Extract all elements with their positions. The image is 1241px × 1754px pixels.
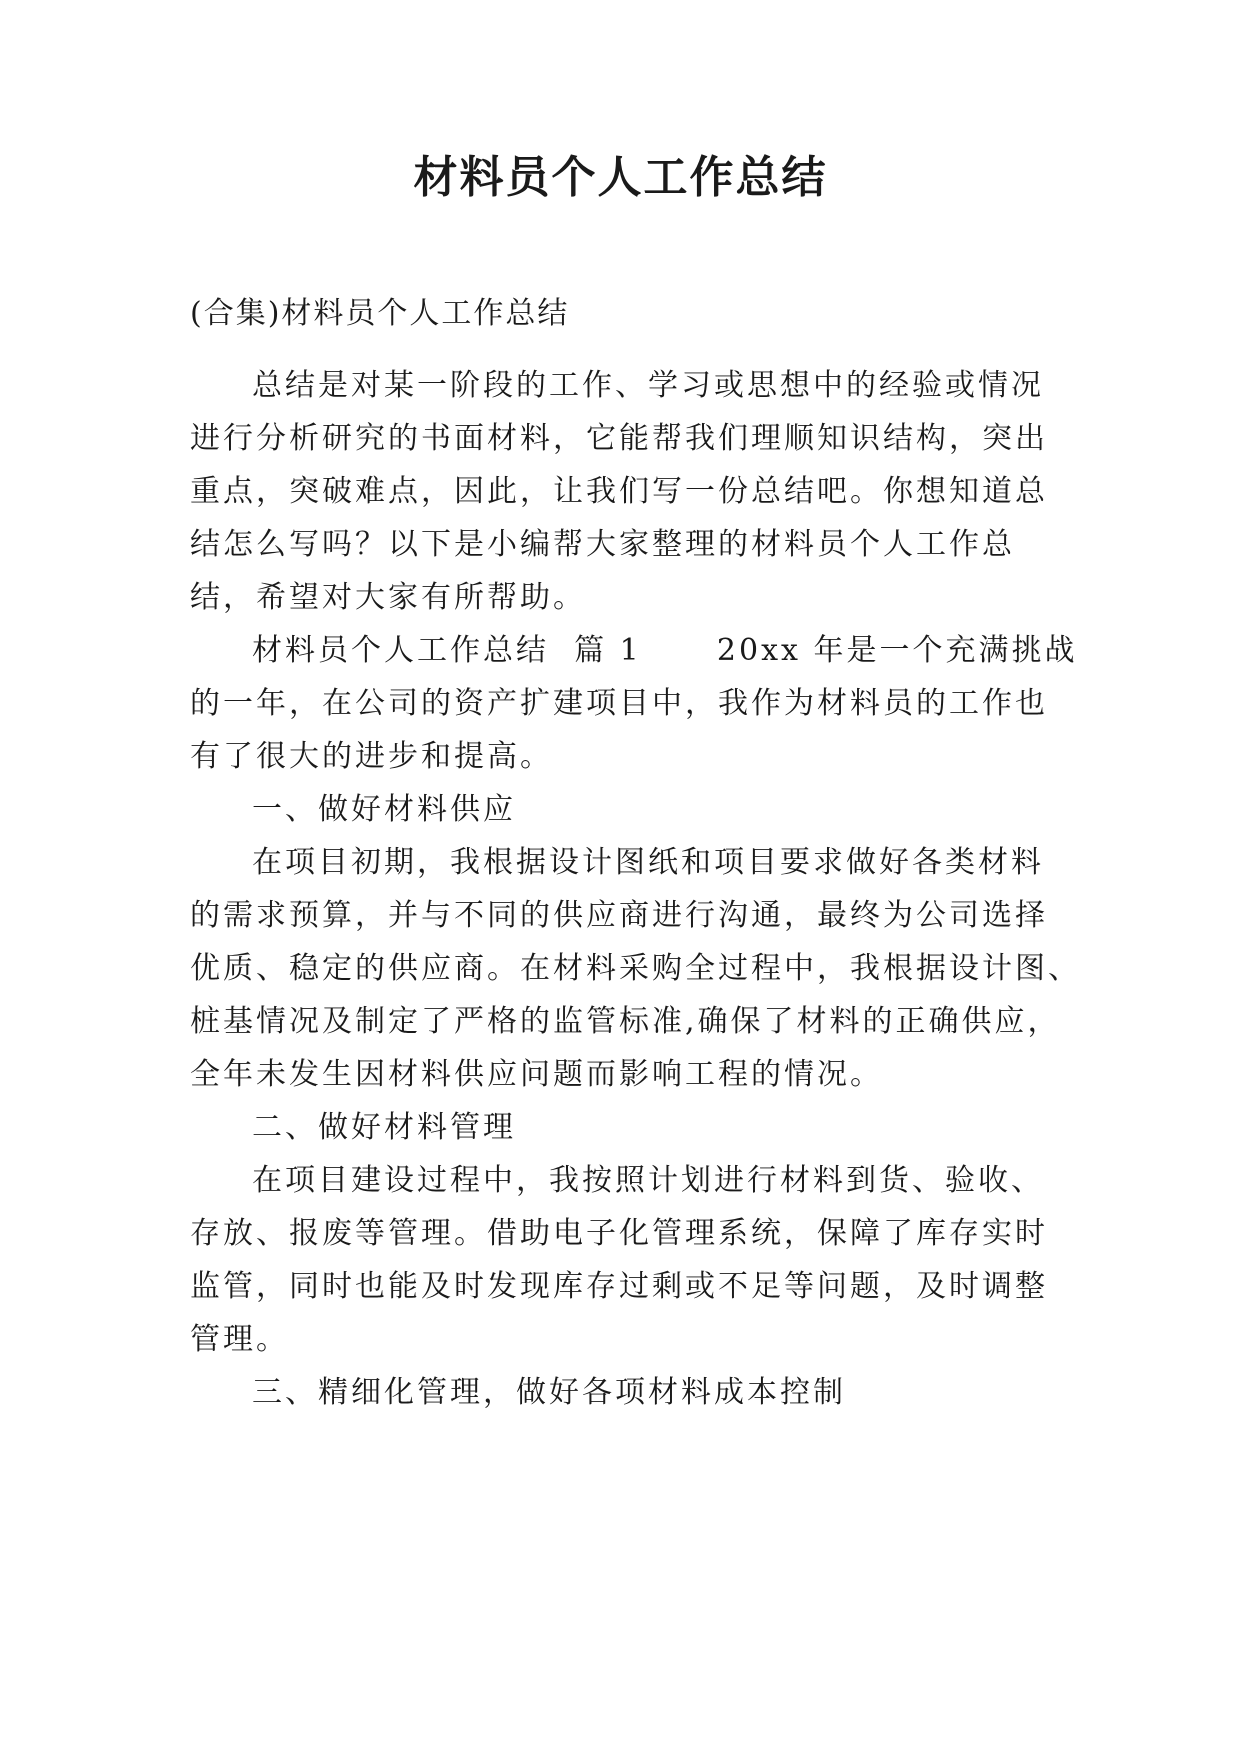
- section-heading: 二、做好材料管理: [252, 1110, 516, 1145]
- paragraph-line: 进行分析研究的书面材料，它能帮我们理顺知识结构，突出: [190, 421, 1048, 456]
- paragraph-line: 的一年，在公司的资产扩建项目中，我作为材料员的工作也: [190, 686, 1048, 721]
- paragraph-line: 桩基情况及制定了严格的监管标准,确保了材料的正确供应，: [190, 1004, 1061, 1039]
- paragraph-line: 的需求预算，并与不同的供应商进行沟通，最终为公司选择: [190, 898, 1048, 933]
- document-subtitle: (合集)材料员个人工作总结: [190, 296, 570, 331]
- paragraph-line: 监管，同时也能及时发现库存过剩或不足等问题，及时调整: [190, 1269, 1048, 1304]
- page-title: 材料员个人工作总结: [413, 152, 828, 203]
- paragraph-line: 优质、稳定的供应商。在材料采购全过程中，我根据设计图、: [190, 951, 1081, 986]
- paragraph-line: 材料员个人工作总结 篇 1 20xx 年是一个充满挑战: [252, 633, 1078, 668]
- paragraph-line: 管理。: [190, 1322, 289, 1357]
- section-heading: 一、做好材料供应: [252, 792, 516, 827]
- section-heading: 三、精细化管理，做好各项材料成本控制: [252, 1375, 846, 1410]
- paragraph-line: 结怎么写吗？以下是小编帮大家整理的材料员个人工作总: [190, 527, 1015, 562]
- paragraph-line: 重点，突破难点，因此，让我们写一份总结吧。你想知道总: [190, 474, 1048, 509]
- paragraph-line: 全年未发生因材料供应问题而影响工程的情况。: [190, 1057, 883, 1092]
- paragraph-line: 结，希望对大家有所帮助。: [190, 580, 586, 615]
- paragraph-line: 存放、报废等管理。借助电子化管理系统，保障了库存实时: [190, 1216, 1048, 1251]
- paragraph-line: 在项目初期，我根据设计图纸和项目要求做好各类材料: [252, 845, 1044, 880]
- paragraph-line: 总结是对某一阶段的工作、学习或思想中的经验或情况: [252, 368, 1044, 403]
- paragraph-line: 有了很大的进步和提高。: [190, 739, 553, 774]
- paragraph-line: 在项目建设过程中，我按照计划进行材料到货、验收、: [252, 1163, 1044, 1198]
